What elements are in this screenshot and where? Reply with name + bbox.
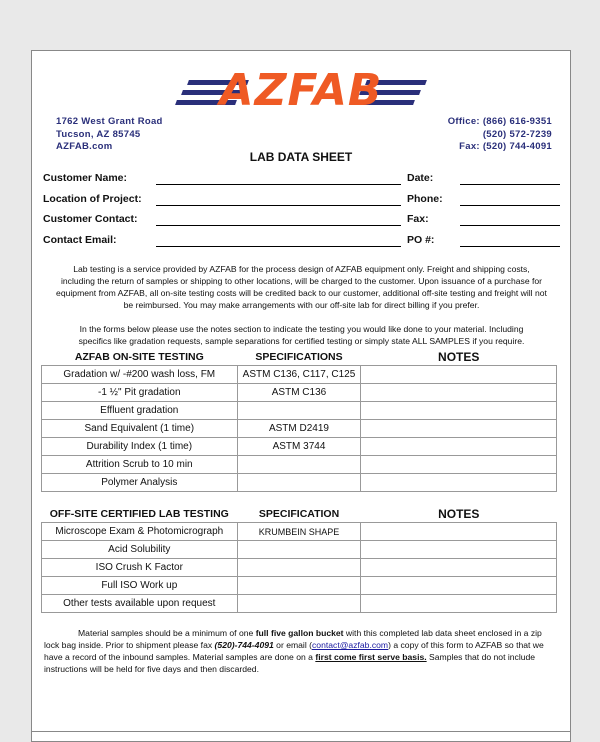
- test-spec: ASTM D2419: [237, 420, 361, 438]
- notes-cell[interactable]: [361, 438, 557, 456]
- test-spec: [237, 402, 361, 420]
- table-row: [42, 577, 557, 595]
- table-row: [42, 366, 557, 384]
- specifications-header: SPECIFICATIONS: [255, 350, 343, 363]
- test-name: Gradation w/ -#200 wash loss, FM: [42, 366, 238, 384]
- customer-contact-field[interactable]: [156, 225, 401, 226]
- fax-number: (520)-744-4091: [214, 640, 274, 650]
- website[interactable]: AZFAB.com: [56, 141, 113, 152]
- location-field[interactable]: [156, 205, 401, 206]
- page-divider: [32, 731, 570, 732]
- notes-cell[interactable]: [361, 577, 557, 595]
- table-row: [42, 595, 557, 613]
- table-row: [42, 523, 557, 541]
- footer-text: have a record of the inbound samples. Material samples are done on a: [44, 652, 316, 662]
- contact-email-label: Contact Email:: [43, 234, 117, 246]
- table-row: [42, 456, 557, 474]
- table-row: [42, 438, 557, 456]
- footer-line-1: [44, 627, 559, 639]
- table-row: [42, 559, 557, 577]
- test-name: Microscope Exam & Photomicrograph: [42, 523, 238, 541]
- fax-label: Fax:: [459, 141, 480, 152]
- test-spec: [237, 559, 361, 577]
- logo-text: AZFAB: [219, 65, 383, 116]
- table-row: [42, 474, 557, 492]
- date-field[interactable]: [460, 184, 560, 185]
- test-spec: [237, 541, 361, 559]
- notes-cell[interactable]: [361, 523, 557, 541]
- test-spec: [237, 474, 361, 492]
- test-name: Durability Index (1 time): [42, 438, 238, 456]
- notes-header: NOTES: [438, 506, 480, 521]
- customer-contact-label: Customer Contact:: [43, 213, 138, 225]
- fax-field[interactable]: [460, 225, 560, 226]
- intro-line: be reimbursed. You may make arrangements with our off-site lab for direct billing if you prefer.: [123, 300, 480, 310]
- test-name: ISO Crush K Factor: [42, 559, 238, 577]
- offsite-header: OFF-SITE CERTIFIED LAB TESTING: [49, 507, 229, 520]
- notes-cell[interactable]: [361, 402, 557, 420]
- footer-line-3: [44, 651, 559, 663]
- table-row: [42, 420, 557, 438]
- test-spec: KRUMBEIN SHAPE: [237, 523, 361, 541]
- notes-cell[interactable]: [361, 420, 557, 438]
- instructions-line: specifics like gradation requests, sample separations for certified testing or simply state ALL SAMPLES if you require.: [78, 336, 525, 346]
- footer-text: with this completed lab data sheet enclosed in a zip: [343, 628, 542, 638]
- test-name: Attrition Scrub to 10 min: [42, 456, 238, 474]
- test-name: Effluent gradation: [42, 402, 238, 420]
- phone-field[interactable]: [460, 205, 560, 206]
- po-label: PO #:: [407, 234, 435, 246]
- footer-text: Samples that do not include: [426, 652, 536, 662]
- page-title: LAB DATA SHEET: [249, 150, 353, 164]
- footer-text: or email (: [273, 640, 312, 650]
- onsite-testing-table: [41, 348, 557, 492]
- company-address: [56, 116, 163, 154]
- contact-email-field[interactable]: [156, 246, 401, 247]
- azfab-logo: [32, 65, 570, 116]
- office-value: (520) 572-7239: [482, 128, 552, 140]
- test-name: Polymer Analysis: [42, 474, 238, 492]
- table-header-row: [42, 348, 557, 366]
- phone-label: Phone:: [407, 193, 443, 205]
- intro-line: equipment from AZFAB, all on-site testing costs will be credited back to our customer, additional off-site testing and freight will not: [56, 288, 547, 298]
- instructions-line: In the forms below please use the notes section to indicate the testing you would like done to your material. Including: [79, 324, 524, 334]
- table-header-row: [42, 505, 557, 523]
- table-row: [42, 402, 557, 420]
- test-spec: ASTM 3744: [237, 438, 361, 456]
- po-field[interactable]: [460, 246, 560, 247]
- footer-bold: full five gallon bucket: [255, 628, 344, 638]
- customer-name-label: Customer Name:: [43, 172, 128, 184]
- office-phone-1: [448, 116, 552, 129]
- customer-name-field[interactable]: [156, 184, 401, 185]
- footer-instructions: [44, 627, 559, 675]
- footer-text: ) a copy of this form to AZFAB so that we: [388, 640, 544, 650]
- table-row: [42, 541, 557, 559]
- office-contact: [448, 116, 552, 154]
- footer-text: lock bag inside. Prior to shipment please fax: [44, 640, 215, 650]
- notes-cell[interactable]: [361, 474, 557, 492]
- specification-header: SPECIFICATION: [258, 507, 340, 520]
- test-spec: [237, 577, 361, 595]
- test-spec: ASTM C136: [237, 384, 361, 402]
- address-street: 1762 West Grant Road: [56, 116, 163, 127]
- footer-line-2: [44, 639, 559, 651]
- contact-email-link[interactable]: contact@azfab.com: [312, 640, 389, 650]
- intro-line: Lab testing is a service provided by AZFAB for the process design of AZFAB equipment only. Freight and shipping costs,: [73, 264, 530, 274]
- office-label: Office:: [447, 116, 480, 127]
- footer-text: Material samples should be a minimum of one: [78, 628, 256, 638]
- test-name: Full ISO Work up: [42, 577, 238, 595]
- date-label: Date:: [407, 172, 434, 184]
- notes-cell[interactable]: [361, 559, 557, 577]
- lab-data-sheet-page: [31, 50, 571, 742]
- notes-header: NOTES: [438, 349, 480, 364]
- test-name: Other tests available upon request: [42, 595, 238, 613]
- test-name: -1 ½" Pit gradation: [42, 384, 238, 402]
- notes-cell[interactable]: [361, 456, 557, 474]
- offsite-testing-table: [41, 505, 557, 613]
- test-name: Sand Equivalent (1 time): [42, 420, 238, 438]
- intro-paragraph: [44, 263, 559, 311]
- location-label: Location of Project:: [43, 193, 142, 205]
- test-spec: [237, 456, 361, 474]
- address-city: Tucson, AZ 85745: [56, 128, 141, 140]
- fax-value: (520) 744-4091: [482, 141, 552, 152]
- test-name: Acid Solubility: [42, 541, 238, 559]
- instructions-paragraph: [44, 323, 559, 347]
- intro-line: including the return of samples or shipping to other locations, will be charged to the customer. Upon issuance of a purchase for: [60, 276, 543, 286]
- notes-cell[interactable]: [361, 366, 557, 384]
- table-row: [42, 384, 557, 402]
- office-value: (866) 616-9351: [482, 116, 552, 127]
- notes-cell[interactable]: [361, 384, 557, 402]
- office-phone-2: [448, 129, 552, 142]
- footer-line-4: instructions will be held for five days and then discarded.: [44, 664, 259, 674]
- footer-bold: first come first serve basis.: [315, 652, 427, 662]
- test-spec: ASTM C136, C117, C125: [237, 366, 361, 384]
- fax-field-label: Fax:: [407, 213, 429, 225]
- notes-cell[interactable]: [361, 541, 557, 559]
- test-spec: [237, 595, 361, 613]
- notes-cell[interactable]: [361, 595, 557, 613]
- onsite-header: AZFAB ON-SITE TESTING: [74, 350, 204, 363]
